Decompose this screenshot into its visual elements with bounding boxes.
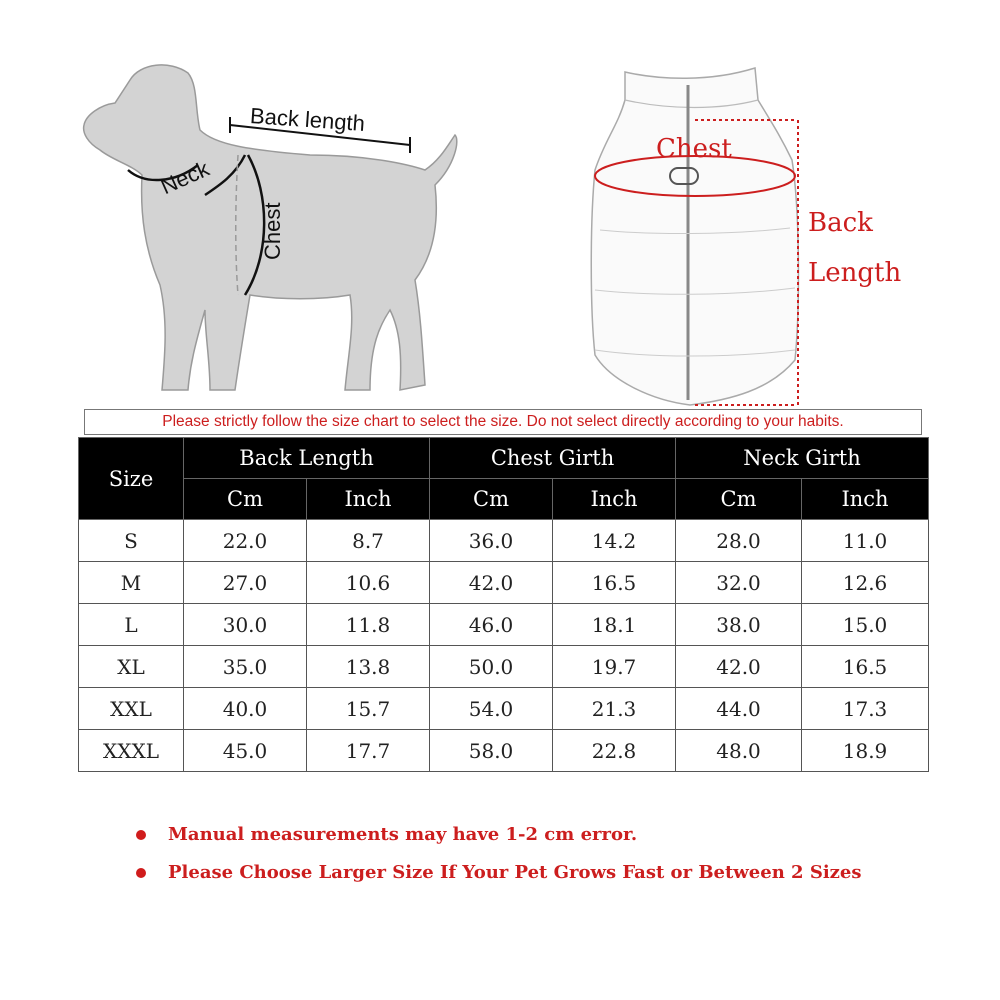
back-length-label: Back length [249,103,366,136]
table-cell: 21.3 [553,688,676,730]
table-cell: 22.0 [184,520,307,562]
table-row [79,730,929,772]
table-cell: 28.0 [676,520,802,562]
table-cell: 14.2 [553,520,676,562]
table-cell: 48.0 [676,730,802,772]
table-cell: 12.6 [802,562,929,604]
size-cell: XXXL [79,730,184,772]
table-cell: 15.7 [307,688,430,730]
table-cell: 38.0 [676,604,802,646]
table-cell: 27.0 [184,562,307,604]
table-row [79,688,929,730]
size-cell: S [79,520,184,562]
unit-header: Cm [184,479,307,520]
table-cell: 42.0 [430,562,553,604]
table-cell: 35.0 [184,646,307,688]
table-row [79,520,929,562]
size-cell: XL [79,646,184,688]
unit-header: Cm [430,479,553,520]
vest-back-label: Back [808,208,873,238]
size-cell: XXL [79,688,184,730]
neck-label: Neck [156,155,213,200]
table-cell: 30.0 [184,604,307,646]
chest-girth-header: Chest Girth [430,438,676,479]
table-cell: 19.7 [553,646,676,688]
unit-header: Inch [307,479,430,520]
table-cell: 8.7 [307,520,430,562]
unit-header: Inch [802,479,929,520]
vest-outline-icon [570,60,970,415]
notes-list [134,820,934,896]
table-cell: 10.6 [307,562,430,604]
size-notice: Please strictly follow the size chart to select the size. Do not select directly according to your habits. [84,409,922,435]
table-cell: 45.0 [184,730,307,772]
table-cell: 11.0 [802,520,929,562]
unit-header: Cm [676,479,802,520]
table-row [79,646,929,688]
table-cell: 40.0 [184,688,307,730]
table-cell: 36.0 [430,520,553,562]
note-text: Please Choose Larger Size If Your Pet Grows Fast or Between 2 Sizes [168,862,862,883]
size-header: Size [79,438,184,520]
table-cell: 17.7 [307,730,430,772]
dog-measurement-diagram [70,55,490,405]
table-cell: 17.3 [802,688,929,730]
vest-chest-label: Chest [656,134,732,164]
table-cell: 32.0 [676,562,802,604]
table-cell: 16.5 [553,562,676,604]
note-item [134,858,934,896]
table-cell: 18.9 [802,730,929,772]
table-row [79,604,929,646]
size-cell: L [79,604,184,646]
neck-girth-header: Neck Girth [676,438,929,479]
table-cell: 22.8 [553,730,676,772]
table-cell: 13.8 [307,646,430,688]
chest-label: Chest [260,202,285,260]
unit-header: Inch [553,479,676,520]
table-cell: 54.0 [430,688,553,730]
bullet-icon [136,830,146,840]
table-cell: 15.0 [802,604,929,646]
note-text: Manual measurements may have 1-2 cm error. [168,824,638,845]
table-cell: 50.0 [430,646,553,688]
table-cell: 58.0 [430,730,553,772]
table-cell: 18.1 [553,604,676,646]
size-chart-table [78,437,929,772]
table-cell: 16.5 [802,646,929,688]
table-cell: 44.0 [676,688,802,730]
bullet-icon [136,868,146,878]
vest-length-label: Length [808,258,902,288]
table-cell: 11.8 [307,604,430,646]
table-cell: 46.0 [430,604,553,646]
note-item [134,820,934,858]
size-cell: M [79,562,184,604]
table-row [79,562,929,604]
vest-measurement-diagram [570,60,970,415]
table-cell: 42.0 [676,646,802,688]
back-length-header: Back Length [184,438,430,479]
